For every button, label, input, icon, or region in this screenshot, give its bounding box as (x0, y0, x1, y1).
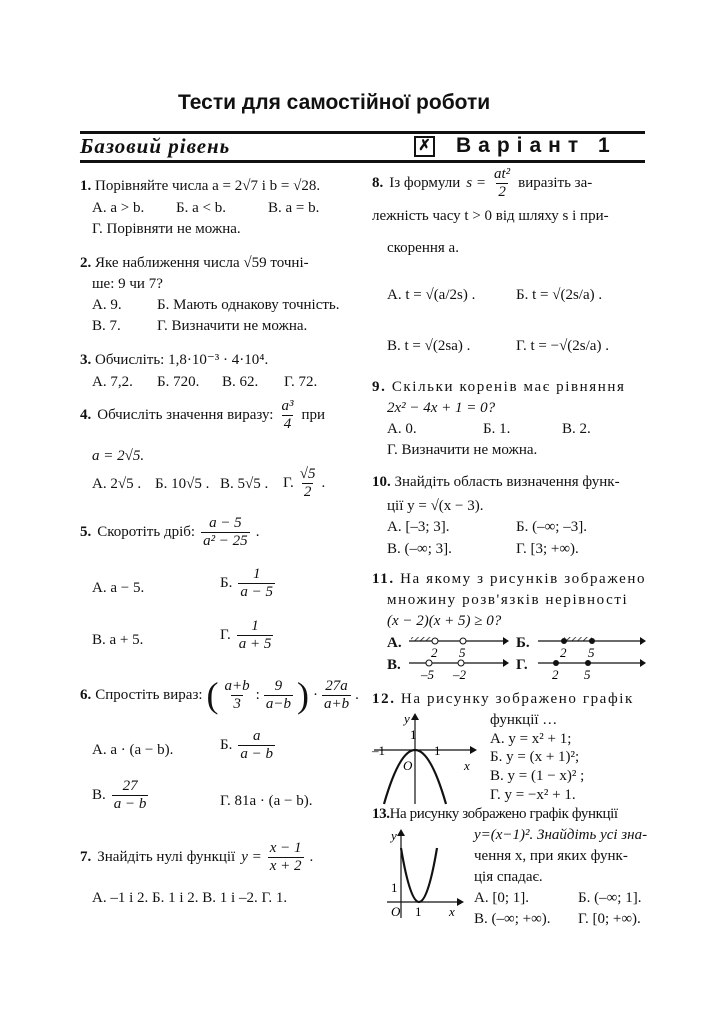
q4-option-c: B. 5√5 . (220, 476, 269, 492)
level-label: Базовий рівень (80, 134, 231, 158)
svg-text:y: y (404, 712, 410, 726)
question-12: 12. На рисунку зображено графік (372, 691, 634, 707)
q9-line2: 2x² − 4x + 1 = 0? (387, 400, 496, 416)
q5-option-d: Г. $\frac{1}{a + 5}$ (220, 618, 272, 652)
q6-option-a: A. a · (a − b). (92, 742, 174, 758)
q12-option-a: A. y = x² + 1; (490, 731, 572, 747)
q6-option-b: Б. $\frac{a}{a - b}$ (220, 728, 273, 762)
q2-option-c: B. 7. (92, 318, 121, 334)
q9-option-a: A. 0. (387, 421, 417, 437)
q4-line2: a = 2√5. (92, 448, 145, 464)
q8-option-a: A. t = √(a/2s) . (387, 287, 476, 303)
question-6: 6. Спростіть вираз: ( $\frac{a+b}{3}$ : $\frac{9}{a-b}$ ) · $\frac{27a}{a+b}$ . (80, 675, 359, 715)
q2-option-b: Б. Мають однакову точність. (157, 297, 340, 313)
q13-parabola-graph (375, 826, 470, 922)
q6-option-d: Г. 81a · (a − b). (220, 793, 313, 809)
q11-numberline-d (536, 653, 646, 683)
q6-option-c: B. $\frac{27}{a - b}$ (92, 778, 147, 812)
q5-option-b: Б. $\frac{1}{a - 5}$ (220, 566, 273, 600)
q3-option-c: B. 62. (222, 374, 259, 390)
q13-option-c: B. (–∞; +∞). (474, 911, 551, 927)
q2-option-d: Г. Визначити не можна. (157, 318, 308, 334)
q12-parabola-graph (370, 712, 480, 807)
svg-text:1: 1 (415, 904, 422, 919)
svg-text:x: x (449, 904, 455, 919)
q9-option-b: Б. 1. (483, 421, 511, 437)
q13-line4: ція спадає. (474, 869, 543, 885)
q8-option-d: Г. t = −√(2s/a) . (516, 338, 609, 354)
q1-option-b: Б. a < b. (176, 200, 226, 216)
q13-option-d: Г. [0; +∞). (578, 911, 641, 927)
question-13: 13.На рисунку зображено графік функції (372, 806, 618, 822)
svg-text:y: y (391, 828, 397, 843)
variant-label: Варіант 1 (456, 134, 617, 157)
q11-option-b: Б. (516, 635, 530, 651)
q4-option-a: A. 2√5 . (92, 476, 142, 492)
bottom-rule (80, 160, 645, 163)
q1-option-d: Г. Порівняти не можна. (92, 221, 241, 237)
q2-line2: ше: 9 чи 7? (92, 276, 163, 292)
q3-option-a: A. 7,2. (92, 374, 133, 390)
variant-checkbox: ✗ (414, 136, 435, 157)
q13-option-a: A. [0; 1]. (474, 890, 529, 906)
q7-options: A. –1 і 2. Б. 1 і 2. B. 1 і –2. Г. 1. (92, 890, 288, 906)
svg-text:O: O (403, 758, 413, 773)
q12-option-b: Б. y = (x + 1)²; (490, 749, 580, 765)
q11-line3: (x − 2)(x + 5) ≥ 0? (387, 613, 502, 629)
svg-text:2: 2 (431, 645, 438, 660)
q4-option-d: Г. $\frac{√5}{2}$ . (283, 466, 326, 500)
q8-line3: скорення a. (387, 240, 459, 256)
svg-text:1: 1 (434, 743, 441, 758)
q13-line3: чення x, при яких функ- (474, 848, 628, 864)
question-8: 8. Із формули s = $\frac{\text{at²}}{2}$ виразіть за- (372, 166, 593, 200)
question-11: 11. На якому з рисунків зображено (372, 571, 647, 587)
svg-text:1: 1 (410, 727, 417, 742)
question-3: 3. Обчисліть: 1,8·10⁻³ · 4·10⁴. (80, 352, 269, 368)
q4-fraction: $\frac{\text{a³}}{4}$ (281, 398, 294, 432)
q12-option-d: Г. y = −x² + 1. (490, 787, 576, 803)
svg-text:5: 5 (584, 667, 591, 682)
q3-option-b: Б. 720. (157, 374, 200, 390)
q8-option-b: Б. t = √(2s/a) . (516, 287, 603, 303)
q13-line2: y=(x−1)². Знайдіть усі зна- (474, 827, 648, 843)
question-2: 2. Яке наближення числа √59 точні- (80, 255, 309, 271)
svg-text:1: 1 (391, 880, 398, 895)
svg-text:2: 2 (560, 645, 567, 660)
q8-line2: лежність часу t > 0 від шляху s і при- (372, 208, 609, 224)
question-1: 1. Порівняйте числа a = 2√7 і b = √28. (80, 178, 321, 194)
q10-option-d: Г. [3; +∞). (516, 541, 579, 557)
q5-option-a: A. a − 5. (92, 580, 145, 596)
q12-line2: функції … (490, 712, 558, 728)
q10-line2: ції y = √(x − 3). (387, 498, 484, 514)
question-10: 10. Знайдіть область визначення функ- (372, 474, 620, 490)
q13-option-b: Б. (–∞; 1]. (578, 890, 642, 906)
question-5: 5. Скоротіть дріб: $\frac{a - 5}{\text{a² − 25}}$ . (80, 515, 260, 549)
svg-text:–2: –2 (453, 667, 466, 682)
question-9: 9. Скільки коренів має рівняння (372, 379, 626, 395)
q10-option-a: A. [–3; 3]. (387, 519, 450, 535)
q11-numberline-c (407, 653, 509, 683)
svg-text:x: x (464, 758, 470, 773)
q11-option-c: B. (387, 657, 401, 673)
q11-line2: множину розв'язків нерівності (387, 592, 629, 608)
q9-option-d: Г. Визначити не можна. (387, 442, 538, 458)
svg-text:2: 2 (552, 667, 559, 682)
q10-option-c: B. (–∞; 3]. (387, 541, 452, 557)
q1-option-a: A. a > b. (92, 200, 145, 216)
q1-option-c: B. a = b. (268, 200, 320, 216)
q4-option-b: Б. 10√5 . (155, 476, 210, 492)
q12-option-c: B. y = (1 − x)² ; (490, 768, 585, 784)
q3-option-d: Г. 72. (284, 374, 318, 390)
q9-option-c: B. 2. (562, 421, 591, 437)
page-title: Тести для самостійної роботи (178, 91, 491, 114)
question-7: 7. Знайдіть нулі функції y = $\frac{x - 1}{x + 2}$ . (80, 840, 314, 874)
question-4: 4. Обчисліть значення виразу: $\frac{\text{a³}}{4}$ при (80, 398, 325, 432)
q5-option-c: B. a + 5. (92, 632, 144, 648)
svg-text:–5: –5 (421, 667, 434, 682)
svg-text:5: 5 (459, 645, 466, 660)
svg-text:5: 5 (588, 645, 595, 660)
q11-option-d: Г. (516, 657, 528, 673)
q2-option-a: A. 9. (92, 297, 122, 313)
q10-option-b: Б. (–∞; –3]. (516, 519, 587, 535)
svg-text:O: O (391, 904, 401, 919)
svg-text:–1: –1 (372, 743, 385, 758)
q11-option-a: A. (387, 635, 402, 651)
q8-option-c: B. t = √(2sa) . (387, 338, 471, 354)
